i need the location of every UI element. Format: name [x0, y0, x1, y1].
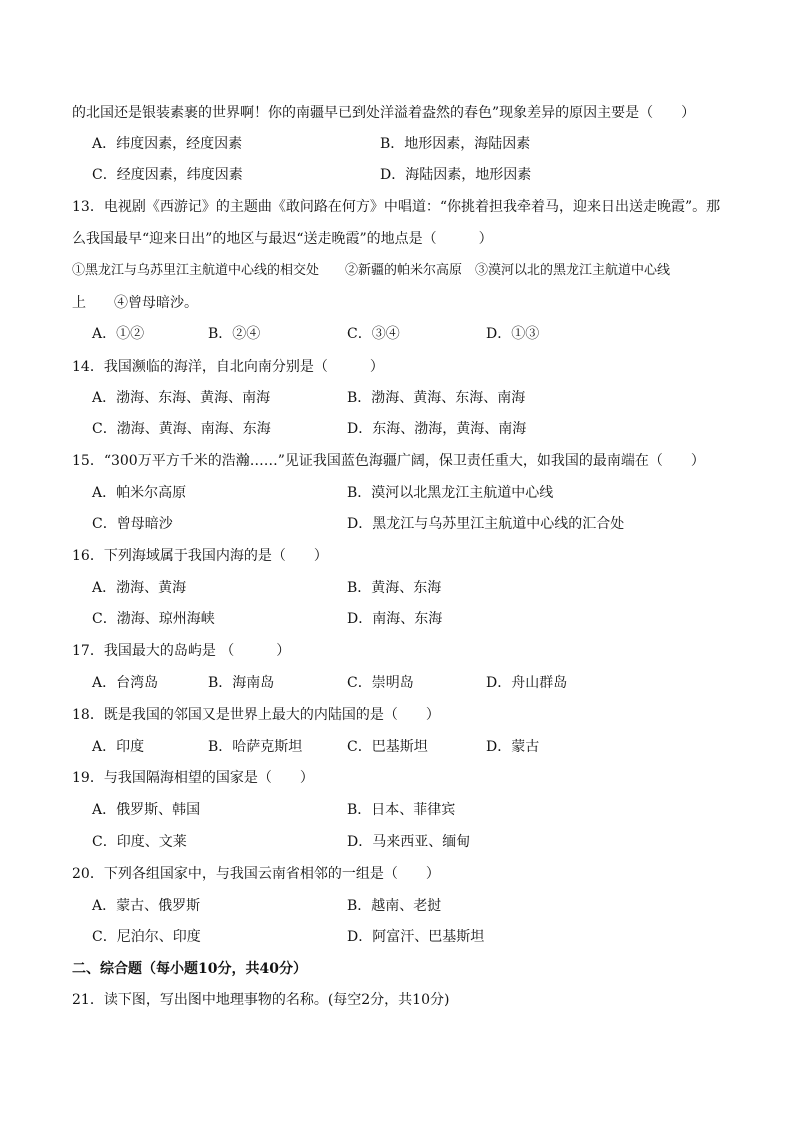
- q12-option-a: A．纬度因素，经度因素: [92, 136, 243, 152]
- q15-stem: 15．“300万平方千米的浩瀚……”见证我国蓝色海疆广阔，保卫责任重大，如我国的最南端在（ ）: [72, 453, 705, 469]
- q14-stem: 14．我国濒临的海洋，自北向南分别是（ ）: [72, 359, 384, 375]
- q16-option-a: A．渤海、黄海: [92, 580, 187, 596]
- q18-option-c: C．巴基斯坦: [347, 739, 428, 755]
- q14-option-b: B．渤海、黄海、东海、南海: [347, 390, 526, 406]
- q13-stem-line2: 么我国最早“迎来日出”的地区与最迟“送走晚霞”的地点是（ ）: [72, 231, 493, 247]
- q18-option-a: A．印度: [92, 739, 145, 755]
- q18-stem: 18．既是我国的邻国又是世界上最大的内陆国的是（ ）: [72, 707, 440, 723]
- q21-stem: 21．读下图，写出图中地理事物的名称。(每空2分，共10分): [72, 992, 450, 1008]
- q19-option-d: D．马来西亚、缅甸: [347, 834, 471, 850]
- q13-option-d: D．①③: [486, 326, 540, 342]
- q19-option-b: B．日本、菲律宾: [347, 802, 456, 818]
- q16-option-c: C．渤海、琼州海峡: [92, 611, 215, 627]
- q13-stem-line1: 13．电视剧《西游记》的主题曲《敢问路在何方》中唱道：“你挑着担我牵着马，迎来日出送走晚霞”。那: [72, 199, 721, 215]
- q13-option-b: B．②④: [208, 326, 261, 342]
- q12-option-b: B．地形因素，海陆因素: [380, 136, 531, 152]
- q13-stem-line3: ①黑龙江与乌苏里江主航道中心线的相交处 ②新疆的帕米尔高原 ③漠河以北的黑龙江主航道中心线: [72, 263, 671, 278]
- q19-option-a: A．俄罗斯、韩国: [92, 802, 201, 818]
- q14-option-d: D．东海、渤海，黄海、南海: [347, 421, 527, 437]
- q14-option-a: A．渤海、东海、黄海、南海: [92, 390, 271, 406]
- q18-option-b: B．哈萨克斯坦: [208, 739, 303, 755]
- q13-option-c: C．③④: [347, 326, 400, 342]
- q16-option-d: D．南海、东海: [347, 611, 443, 627]
- q19-option-c: C．印度、文莱: [92, 834, 187, 850]
- q20-option-d: D．阿富汗、巴基斯坦: [347, 929, 485, 945]
- q17-option-c: C．崇明岛: [347, 675, 414, 691]
- q17-stem: 17．我国最大的岛屿是 （ ）: [72, 643, 291, 659]
- q19-stem: 19．与我国隔海相望的国家是（ ）: [72, 770, 314, 786]
- q18-option-d: D．蒙古: [486, 739, 540, 755]
- q12-stem: 的北国还是银装素裹的世界啊！你的南疆早已到处洋溢着盎然的春色”现象差异的原因主要是（ ）: [72, 105, 696, 121]
- q17-option-d: D．舟山群岛: [486, 675, 568, 691]
- q20-option-a: A．蒙古、俄罗斯: [92, 898, 201, 914]
- q17-option-a: A．台湾岛: [92, 675, 159, 691]
- q12-option-c: C．经度因素，纬度因素: [92, 167, 243, 183]
- q13-option-a: A．①②: [92, 326, 145, 342]
- q20-option-c: C．尼泊尔、印度: [92, 929, 201, 945]
- q16-stem: 16．下列海域属于我国内海的是（ ）: [72, 548, 328, 564]
- q14-option-c: C．渤海、黄海、南海、东海: [92, 421, 271, 437]
- q20-stem: 20．下列各组国家中，与我国云南省相邻的一组是（ ）: [72, 866, 440, 882]
- q20-option-b: B．越南、老挝: [347, 898, 442, 914]
- q15-option-b: B．漠河以北黑龙江主航道中心线: [347, 485, 554, 501]
- q15-option-a: A．帕米尔高原: [92, 485, 187, 501]
- section-heading: 二、综合题（每小题10分，共40分）: [72, 961, 307, 977]
- q17-option-b: B．海南岛: [208, 675, 275, 691]
- q12-option-d: D．海陆因素，地形因素: [380, 167, 532, 183]
- q13-stem-line4: 上 ④曾母暗沙。: [72, 295, 198, 311]
- q16-option-b: B．黄海、东海: [347, 580, 442, 596]
- q15-option-c: C．曾母暗沙: [92, 516, 173, 532]
- q15-option-d: D．黑龙江与乌苏里江主航道中心线的汇合处: [347, 516, 625, 532]
